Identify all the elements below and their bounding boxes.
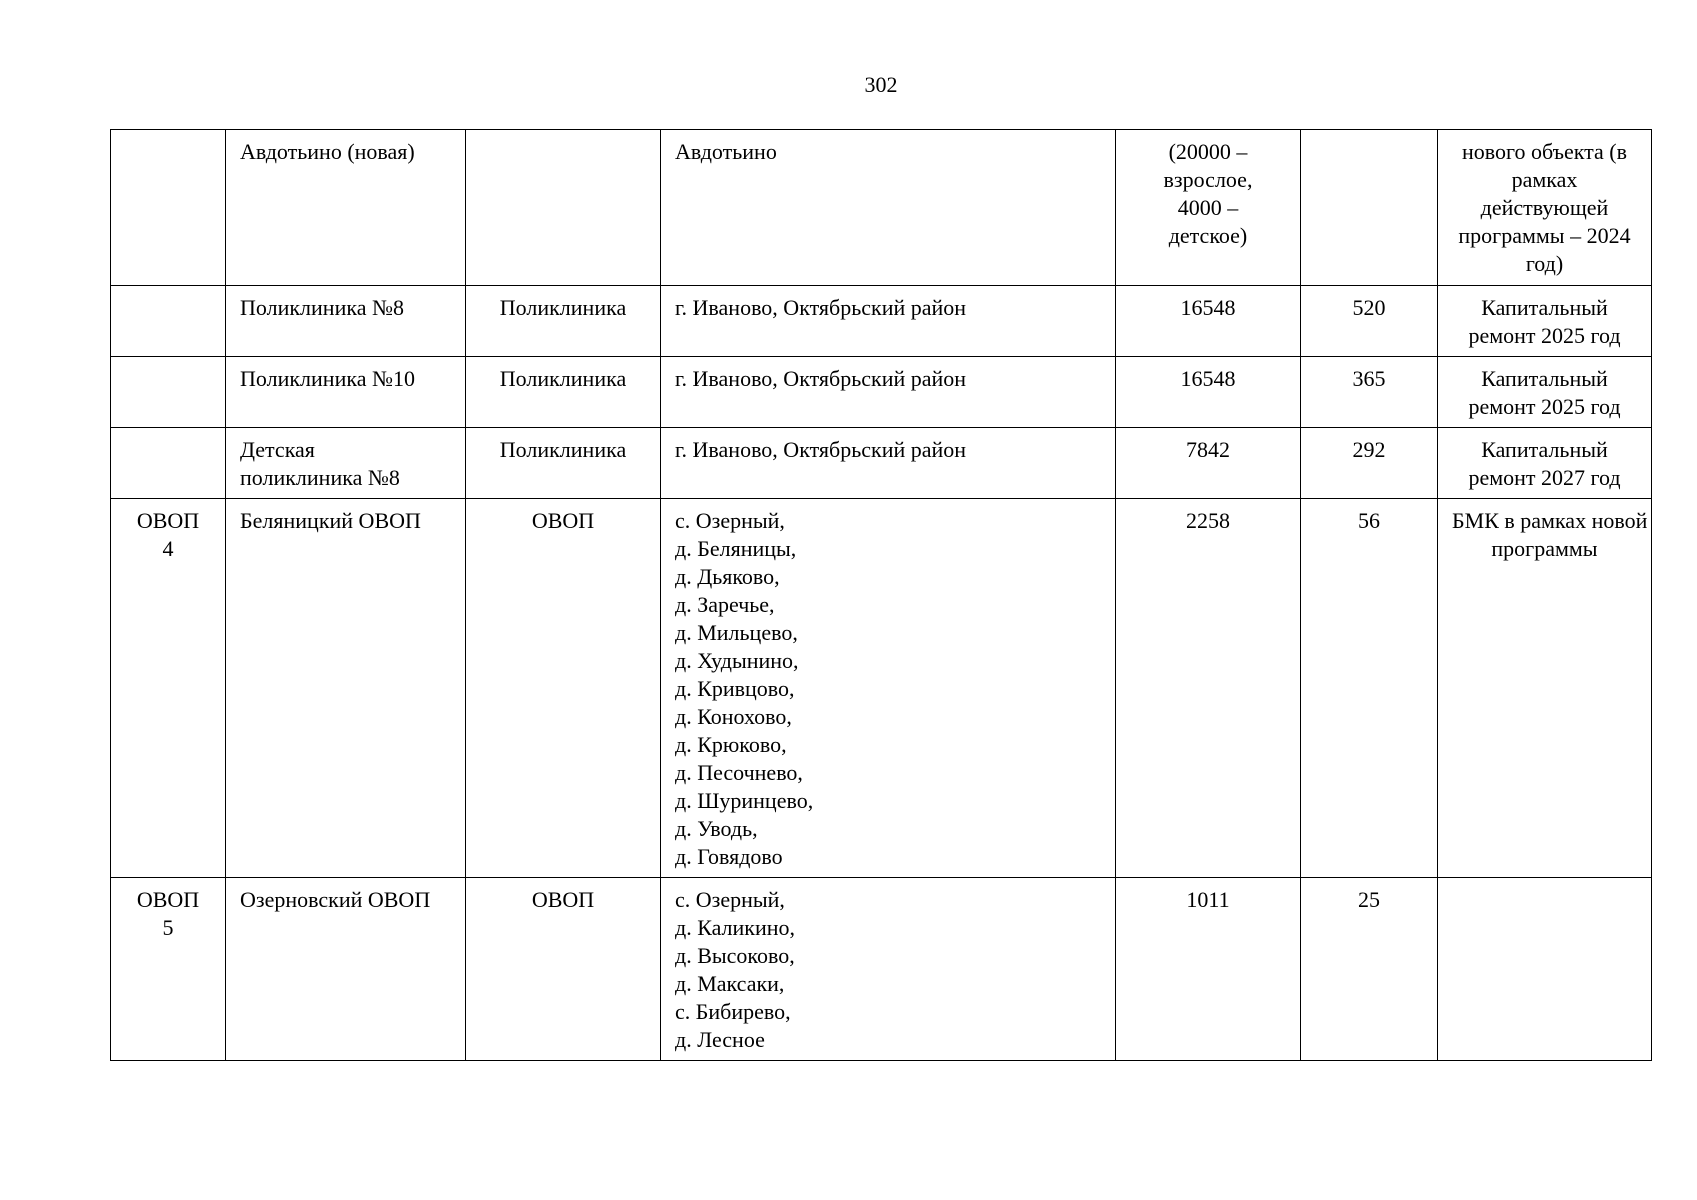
address-line: д. Дьяково,	[675, 564, 780, 589]
cell-type: Поликлиника	[466, 428, 661, 499]
address-line: с. Бибирево,	[675, 999, 791, 1024]
page-number: 302	[864, 72, 898, 97]
cell-population	[1116, 428, 1301, 499]
cell-name: Озерновский ОВОП	[226, 878, 466, 1061]
cell-note	[1438, 130, 1652, 286]
address-line: д. Худынино,	[675, 648, 799, 673]
population-line: 16548	[1180, 295, 1236, 320]
cell-population	[1116, 286, 1301, 357]
note-line: ремонт 2025 год	[1468, 323, 1621, 348]
cell-address	[661, 130, 1116, 286]
table-row	[111, 878, 1652, 1061]
address-line: д. Уводь,	[675, 816, 758, 841]
note-line: БМК в рамках новой	[1452, 508, 1648, 533]
address-line: д. Беляницы,	[675, 536, 797, 561]
code-line: 5	[162, 915, 174, 940]
population-line: детское)	[1168, 223, 1248, 248]
cell-address	[661, 499, 1116, 878]
cell-code	[111, 499, 226, 878]
address-line: с. Озерный,	[675, 887, 785, 912]
cell-note	[1438, 499, 1652, 878]
table-row	[111, 130, 1652, 286]
cell-type: ОВОП	[466, 499, 661, 878]
cell-address	[661, 286, 1116, 357]
cell-population	[1116, 878, 1301, 1061]
address-line: д. Песочнево,	[675, 760, 803, 785]
cell-type: Поликлиника	[466, 286, 661, 357]
code-line: ОВОП	[136, 508, 200, 533]
cell-address	[661, 357, 1116, 428]
address-line: д. Максаки,	[675, 971, 785, 996]
code-line: ОВОП	[136, 887, 200, 912]
cell-capacity: 365	[1301, 357, 1438, 428]
address-line: с. Озерный,	[675, 508, 785, 533]
cell-type: ОВОП	[466, 878, 661, 1061]
address-line: д. Говядово	[675, 844, 783, 869]
cell-capacity: 520	[1301, 286, 1438, 357]
cell-note	[1438, 428, 1652, 499]
address-line: д. Заречье,	[675, 592, 775, 617]
address-line: д. Высоково,	[675, 943, 795, 968]
population-line: 2258	[1186, 508, 1230, 533]
population-line: 7842	[1186, 437, 1230, 462]
cell-note	[1438, 878, 1652, 1061]
cell-code	[111, 130, 226, 286]
cell-address	[661, 878, 1116, 1061]
cell-note	[1438, 357, 1652, 428]
population-line: 1011	[1186, 887, 1230, 912]
cell-code	[111, 428, 226, 499]
table-row	[111, 499, 1652, 878]
cell-population	[1116, 357, 1301, 428]
address-line: д. Крюково,	[675, 732, 787, 757]
address-line: д. Лесное	[675, 1027, 765, 1052]
note-line: программы	[1491, 536, 1598, 561]
address-line: Авдотьино	[675, 139, 777, 164]
cell-name: Поликлиника №8	[226, 286, 466, 357]
cell-capacity: 25	[1301, 878, 1438, 1061]
table-row	[111, 357, 1652, 428]
note-line: рамках	[1511, 167, 1578, 192]
note-line: Капитальный	[1481, 366, 1608, 391]
address-line: д. Кривцово,	[675, 676, 795, 701]
note-line: действующей	[1480, 195, 1609, 220]
code-line: 4	[162, 536, 174, 561]
population-line: взрослое,	[1163, 167, 1253, 192]
cell-capacity	[1301, 130, 1438, 286]
address-line: г. Иваново, Октябрьский район	[675, 437, 967, 462]
note-line: Капитальный	[1481, 295, 1608, 320]
cell-address	[661, 428, 1116, 499]
address-line: г. Иваново, Октябрьский район	[675, 295, 967, 320]
note-line: ремонт 2025 год	[1468, 394, 1621, 419]
address-line: д. Мильцево,	[675, 620, 798, 645]
population-line: (20000 –	[1168, 139, 1248, 164]
note-line: год)	[1525, 251, 1564, 276]
table-row	[111, 428, 1652, 499]
note-line: Капитальный	[1481, 437, 1608, 462]
cell-code	[111, 286, 226, 357]
name-line: поликлиника №8	[240, 465, 400, 490]
cell-population	[1116, 130, 1301, 286]
note-line: нового объекта (в	[1461, 139, 1628, 164]
cell-name: Авдотьино (новая)	[226, 130, 466, 286]
cell-type	[466, 130, 661, 286]
cell-code	[111, 878, 226, 1061]
cell-type: Поликлиника	[466, 357, 661, 428]
cell-code	[111, 357, 226, 428]
address-line: д. Каликино,	[675, 915, 796, 940]
cell-population	[1116, 499, 1301, 878]
note-line: программы – 2024	[1458, 223, 1631, 248]
table-row	[111, 286, 1652, 357]
cell-capacity: 56	[1301, 499, 1438, 878]
cell-capacity: 292	[1301, 428, 1438, 499]
cell-name	[226, 428, 466, 499]
name-line: Детская	[240, 437, 315, 462]
cell-note	[1438, 286, 1652, 357]
population-line: 4000 –	[1177, 195, 1239, 220]
facilities-table	[110, 129, 1652, 1061]
population-line: 16548	[1180, 366, 1236, 391]
note-line: ремонт 2027 год	[1468, 465, 1621, 490]
cell-name: Поликлиника №10	[226, 357, 466, 428]
address-line: д. Шуринцево,	[675, 788, 814, 813]
address-line: д. Конохово,	[675, 704, 792, 729]
address-line: г. Иваново, Октябрьский район	[675, 366, 967, 391]
cell-name: Беляницкий ОВОП	[226, 499, 466, 878]
